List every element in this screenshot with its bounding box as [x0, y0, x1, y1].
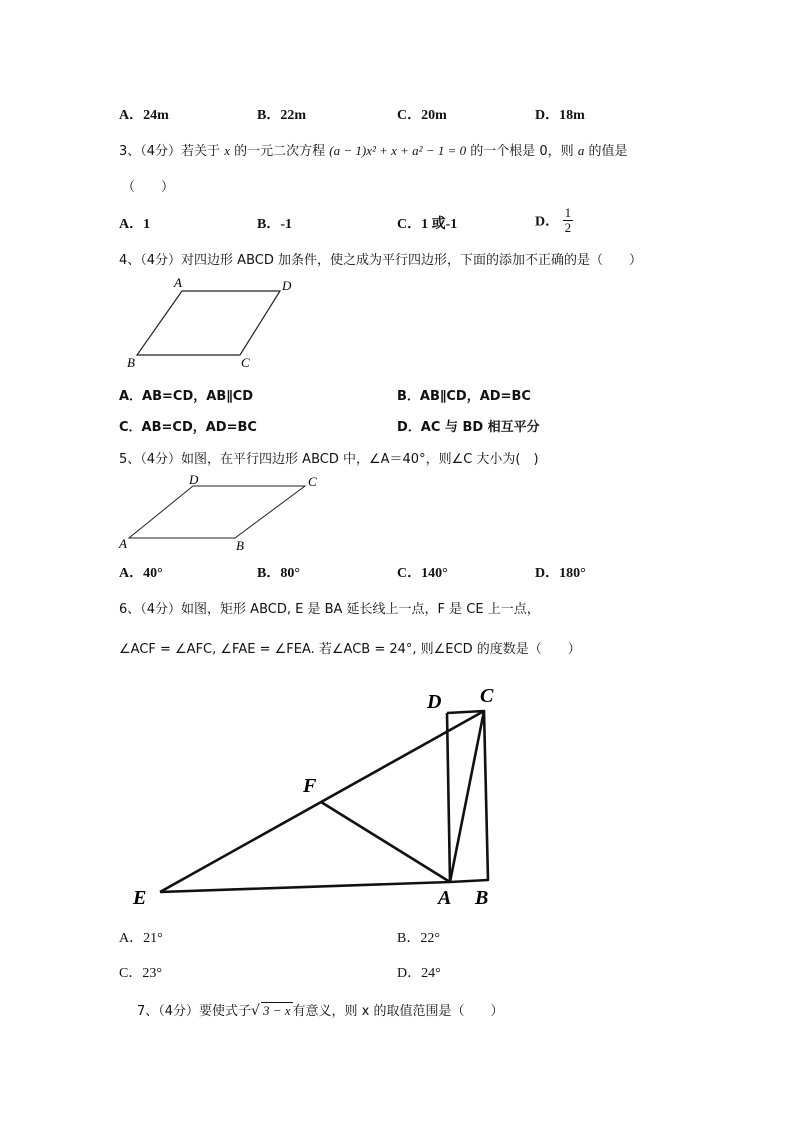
q4-parallelogram [137, 291, 280, 355]
q7-radical: 3 − x [262, 1003, 291, 1018]
q5-label-d: D [189, 472, 199, 487]
q6-label-f: F [303, 775, 317, 797]
q4-label-a: A [174, 275, 182, 290]
q6-label-b: B [475, 887, 489, 909]
q6-option-a: A．21° [119, 931, 163, 946]
q4-option-a: A．AB=CD，AB∥CD [119, 389, 254, 404]
q4-parallelogram-figure [120, 274, 310, 370]
q5-parallelogram [129, 486, 305, 538]
q6-option-d: D．24° [397, 966, 441, 981]
q3-answer-paren: （ ） [122, 180, 175, 195]
q3-equation: (a − 1)x² + x + a² − 1 = 0 [329, 143, 467, 158]
q3-fraction: $\frac{1}{2}$ [564, 205, 572, 235]
q4-label-d: D [282, 278, 292, 293]
q5-parallelogram-figure [115, 470, 335, 558]
q6-label-d: D [427, 691, 442, 713]
q6-option-c: C．23° [119, 966, 162, 981]
q6-rectangle-figure [125, 680, 515, 915]
q5-option-c: C．140° [397, 566, 448, 581]
q5-label-b: B [236, 538, 244, 553]
q4-option-d: D．AC 与 BD 相互平分 [397, 420, 540, 435]
q5-label-c: C [308, 474, 317, 489]
q6-label-c: C [480, 685, 494, 707]
q2-option-d: D．18m [535, 108, 585, 123]
q4-label-c: C [241, 355, 250, 370]
q4-stem: 4、（4分）对四边形 ABCD 加条件，使之成为平行四边形，下面的添加不正确的是（ ） [119, 253, 642, 268]
q2-option-a: A．24m [119, 108, 169, 123]
q4-option-b: B．AB∥CD，AD=BC [397, 389, 531, 404]
q3-stem: 3、（4分）若关于 x 的一元二次方程 (a − 1)x² + x + a² − 1 = 0 的一个根是 0，则 a 的值是 [119, 143, 628, 159]
q5-stem: 5、（4分）如图，在平行四边形 ABCD 中，∠A＝40°，则∠C 大小为( ) [119, 452, 539, 467]
q2-option-c: C．20m [397, 108, 447, 123]
q6-stem-line1: 6、（4分）如图，矩形 ABCD, E 是 BA 延长线上一点，F 是 CE 上一点， [119, 602, 540, 617]
q5-option-d: D．180° [535, 566, 586, 581]
q3-option-d: D． $\frac{1}{2}$ [535, 205, 572, 235]
q5-option-a: A．40° [119, 566, 163, 581]
q6-option-b: B．22° [397, 931, 440, 946]
q5-option-b: B．80° [257, 566, 300, 581]
q3-option-c: C．1 或-1 [397, 217, 458, 232]
q6-segment-ac [450, 711, 484, 882]
q6-segment-ea [160, 882, 450, 892]
q4-label-b: B [127, 355, 135, 370]
q3-option-b: B．-1 [257, 217, 292, 232]
q6-stem-line2: ∠ACF = ∠AFC, ∠FAE = ∠FEA. 若∠ACB = 24°, 则∠ECD 的度数是（ ） [119, 642, 581, 657]
q2-option-b: B．22m [257, 108, 306, 123]
q5-label-a: A [119, 536, 127, 551]
q4-option-c: C．AB=CD，AD=BC [119, 420, 257, 435]
q6-label-e: E [133, 887, 147, 909]
q7-stem: 7、（4分）要使式子√ 3 − x 有意义，则 x 的取值范围是（ ） [137, 1003, 504, 1019]
q3-option-a: A．1 [119, 217, 151, 232]
q6-label-a: A [438, 887, 452, 909]
q6-segment-fa [321, 802, 450, 882]
